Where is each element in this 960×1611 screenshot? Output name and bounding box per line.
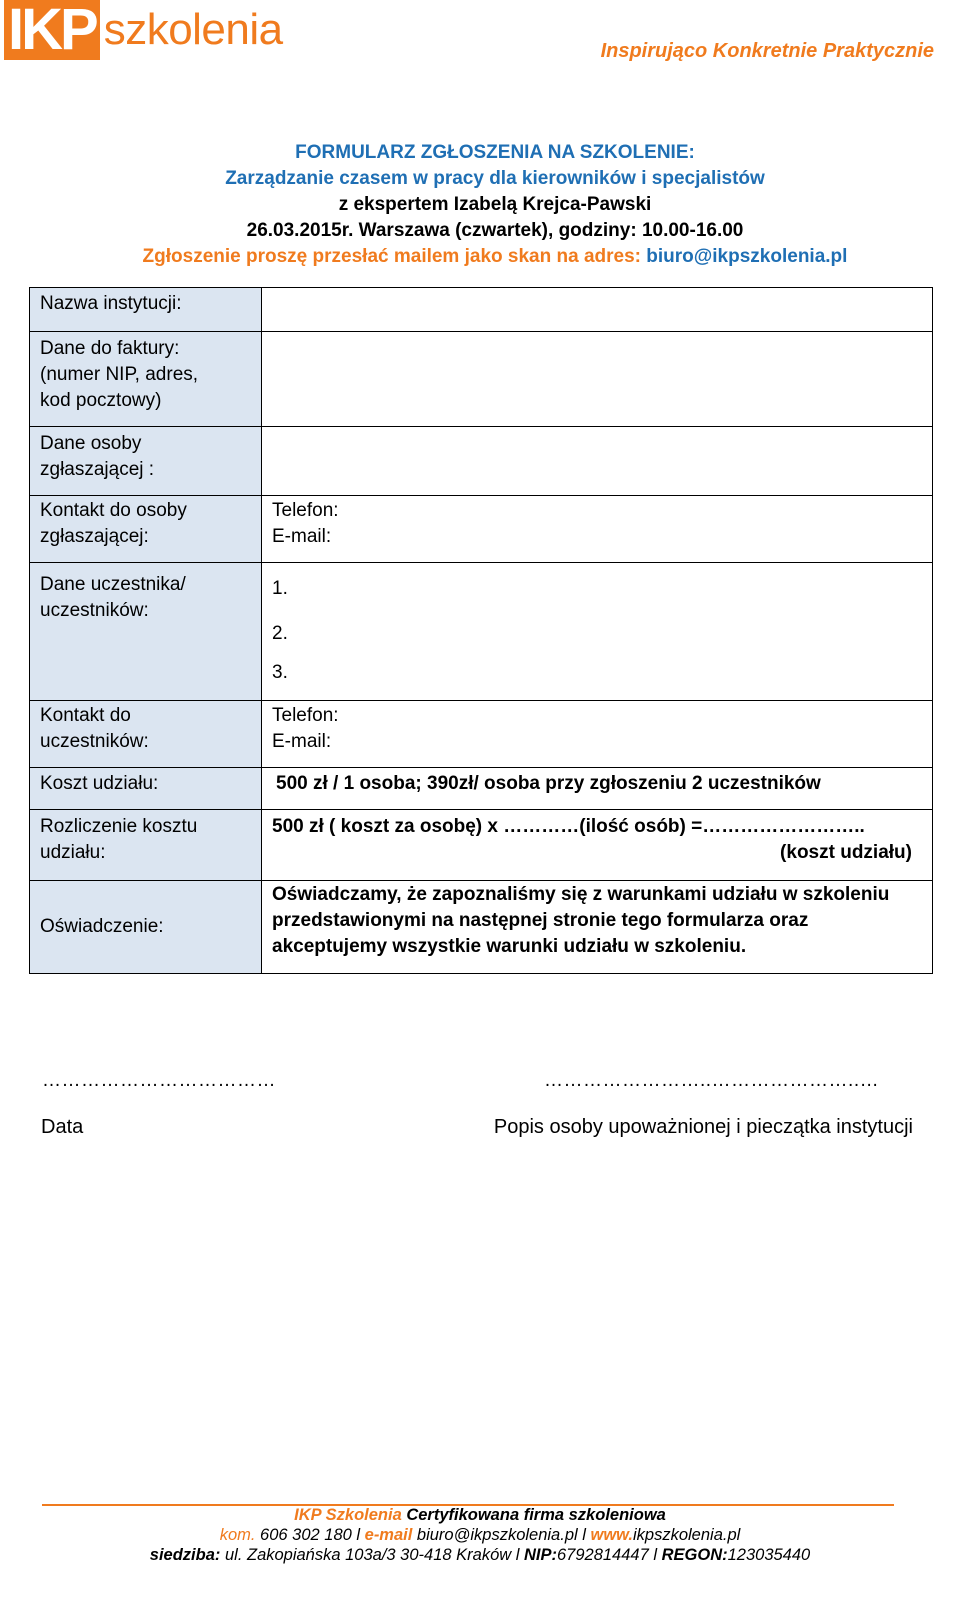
footer-kom-label: kom. bbox=[219, 1526, 256, 1544]
row-submitter-contact bbox=[30, 496, 933, 563]
field-submitter-contact[interactable] bbox=[262, 496, 933, 563]
label-participants-contact-line: Kontakt do bbox=[40, 705, 131, 726]
label-participants-line: Dane uczestnika/ bbox=[40, 574, 186, 595]
footer-regon-value: 123035440 bbox=[727, 1546, 811, 1564]
label-settlement-line: Rozliczenie kosztu bbox=[40, 816, 198, 837]
label-settlement bbox=[30, 810, 262, 881]
footer-seat-value: ul. Zakopiańska 103a/3 30-418 Kraków l bbox=[220, 1546, 524, 1564]
label-participants bbox=[30, 563, 262, 701]
form-title: FORMULARZ ZGŁOSZENIA NA SZKOLENIE: bbox=[295, 142, 695, 163]
submitter-phone-label: Telefon: bbox=[272, 500, 339, 521]
label-invoice-line: Dane do faktury: bbox=[40, 338, 180, 359]
label-submitter-contact-line: zgłaszającej: bbox=[40, 526, 149, 547]
label-invoice-line: kod pocztowy) bbox=[40, 390, 162, 411]
label-submitter bbox=[30, 427, 262, 496]
field-institution[interactable] bbox=[262, 288, 933, 332]
label-submitter-line: Dane osoby bbox=[40, 433, 142, 454]
label-submitter-line: zgłaszającej : bbox=[40, 459, 155, 480]
row-settlement bbox=[30, 810, 933, 881]
field-participants[interactable] bbox=[262, 563, 933, 701]
participant-number: 2. bbox=[272, 623, 288, 644]
participant-number: 3. bbox=[272, 662, 288, 683]
label-statement bbox=[30, 881, 262, 974]
expert-line: z ekspertem Izabelą Krejca-Pawski bbox=[338, 194, 652, 215]
logo-ikp-text: IKP bbox=[4, 0, 100, 60]
date-dotted-line: ……………………………… bbox=[42, 1070, 276, 1091]
settlement-formula: 500 zł ( koszt za osobę) x …………(ilość osób) =…………………….. bbox=[272, 816, 865, 837]
footer-nip-value: 6792814447 l bbox=[557, 1546, 662, 1564]
statement-line: akceptujemy wszystkie warunki udziału w szkoleniu. bbox=[272, 936, 747, 957]
label-cost-text: Koszt udziału: bbox=[40, 773, 159, 794]
field-settlement[interactable] bbox=[262, 810, 933, 881]
submission-text: Zgłoszenie proszę przesłać mailem jako skan na adres: bbox=[142, 246, 647, 267]
footer-email-label: e-mail bbox=[364, 1526, 413, 1544]
row-cost bbox=[30, 768, 933, 810]
field-invoice[interactable] bbox=[262, 332, 933, 427]
submission-line bbox=[0, 244, 960, 270]
footer-company-line bbox=[0, 1505, 960, 1525]
label-participants-line: uczestników: bbox=[40, 600, 149, 621]
ikp-logo bbox=[4, 0, 283, 60]
row-submitter bbox=[30, 427, 933, 496]
row-invoice bbox=[30, 332, 933, 427]
date-label: Data bbox=[41, 1116, 84, 1138]
footer-email-link[interactable]: biuro@ikpszkolenia.pl l bbox=[412, 1526, 591, 1544]
label-institution-text: Nazwa instytucji: bbox=[40, 293, 182, 314]
footer-address-line bbox=[0, 1545, 960, 1565]
footer-certified: Certyfikowana firma szkoleniowa bbox=[401, 1506, 666, 1524]
label-invoice bbox=[30, 332, 262, 427]
footer-kom-value: 606 302 180 l bbox=[255, 1526, 365, 1544]
footer-company: IKP Szkolenia bbox=[294, 1506, 402, 1524]
label-statement-text: Oświadczenie: bbox=[40, 916, 164, 937]
footer-www-link[interactable]: ikpszkolenia.pl bbox=[632, 1526, 741, 1544]
label-submitter-contact-line: Kontakt do osoby bbox=[40, 500, 187, 521]
logo-szkolenia-text: szkolenia bbox=[103, 5, 283, 54]
footer-regon-label: REGON: bbox=[661, 1546, 728, 1564]
footer-contact-line bbox=[0, 1525, 960, 1545]
label-cost bbox=[30, 768, 262, 810]
form-header bbox=[0, 140, 960, 270]
footer-nip-label: NIP: bbox=[524, 1546, 557, 1564]
registration-form-table bbox=[29, 287, 933, 974]
statement-line: przedstawionymi na następnej stronie tego formularza oraz bbox=[272, 910, 809, 931]
row-institution bbox=[30, 288, 933, 332]
label-submitter-contact bbox=[30, 496, 262, 563]
participants-email-label: E-mail: bbox=[272, 731, 332, 752]
statement-text bbox=[262, 881, 933, 974]
date-location-line: 26.03.2015r. Warszawa (czwartek), godziny: 10.00-16.00 bbox=[246, 220, 744, 241]
footer-www-label: www. bbox=[590, 1526, 633, 1544]
submission-email-link[interactable]: biuro@ikpszkolenia.pl bbox=[646, 246, 848, 267]
row-participants-contact bbox=[30, 701, 933, 768]
field-participants-contact[interactable] bbox=[262, 701, 933, 768]
tagline: Inspirująco Konkretnie Praktycznie bbox=[600, 40, 934, 62]
label-institution bbox=[30, 288, 262, 332]
row-participants bbox=[30, 563, 933, 701]
training-title: Zarządzanie czasem w pracy dla kierowników i specjalistów bbox=[225, 168, 765, 189]
label-participants-contact bbox=[30, 701, 262, 768]
label-settlement-line: udziału: bbox=[40, 842, 106, 863]
label-participants-contact-line: uczestników: bbox=[40, 731, 149, 752]
footer-seat-label: siedziba: bbox=[149, 1546, 221, 1564]
participants-phone-label: Telefon: bbox=[272, 705, 339, 726]
statement-line: Oświadczamy, że zapoznaliśmy się z warunkami udziału w szkoleniu bbox=[272, 884, 890, 905]
submitter-email-label: E-mail: bbox=[272, 526, 332, 547]
participant-number: 1. bbox=[272, 578, 288, 599]
settlement-cost-label: (koszt udziału) bbox=[780, 842, 912, 863]
field-submitter[interactable] bbox=[262, 427, 933, 496]
label-invoice-line: (numer NIP, adres, bbox=[40, 364, 199, 385]
signature-dotted-line: ……………………..…………………..… bbox=[544, 1070, 880, 1091]
signature-label: Popis osoby upoważnionej i pieczątka instytucji bbox=[493, 1116, 913, 1138]
row-statement bbox=[30, 881, 933, 974]
cost-value: 500 zł / 1 osoba; 390zł/ osoba przy zgłoszeniu 2 uczestników bbox=[262, 768, 933, 810]
